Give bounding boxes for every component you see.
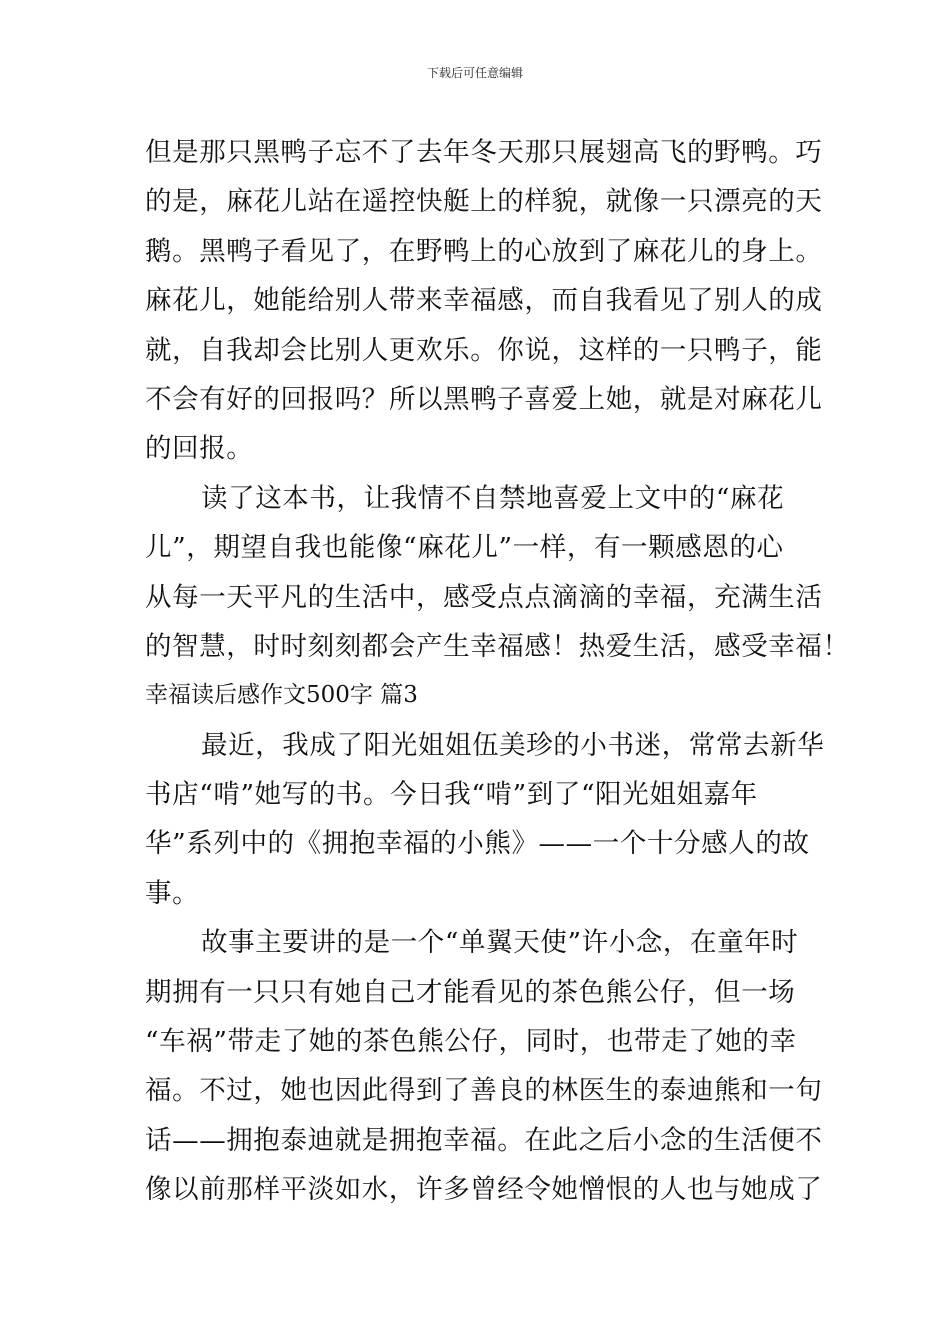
paragraph-first-line: 读了这本书，让我情不自禁地喜爱上文中的“麻花	[201, 482, 785, 514]
section-heading: 幸福读后感作文500字 篇3	[145, 682, 418, 709]
text-line: 儿”，期望自我也能像“麻花儿”一样，有一颗感恩的心	[145, 532, 784, 564]
document-body	[145, 128, 850, 1215]
text-line: 麻花儿，她能给别人带来幸福感，而自我看见了别人的成	[145, 285, 823, 317]
paragraph-first-line: 最近，我成了阳光姐姐伍美珍的小书迷，常常去新华	[201, 729, 825, 761]
text-line: 华”系列中的《拥抱幸福的小熊》——一个十分感人的故	[145, 828, 810, 860]
text-line: 话——拥抱泰迪就是拥抱幸福。在此之后小念的生活便不	[145, 1124, 823, 1156]
text-line: 像以前那样平淡如水，许多曾经令她憎恨的人也与她成了	[145, 1174, 823, 1206]
text-line: 鹅。黑鸭子看见了，在野鸭上的心放到了麻花儿的身上。	[145, 235, 823, 267]
text-line: 的回报。	[145, 433, 254, 465]
text-line: 书店“啃”她写的书。今日我“啃”到了“阳光姐姐嘉年	[145, 779, 758, 811]
paragraph-first-line: 故事主要讲的是一个“单翼天使”许小念，在童年时	[201, 927, 799, 959]
text-line: 期拥有一只只有她自己才能看见的茶色熊公仔，但一场	[145, 976, 796, 1008]
text-line: 不会有好的回报吗？所以黑鸭子喜爱上她，就是对麻花儿	[145, 383, 823, 415]
text-line: 但是那只黑鸭子忘不了去年冬天那只展翅高飞的野鸭。巧	[145, 137, 823, 168]
text-line: 事。	[145, 877, 200, 909]
page-header: 下载后可任意编辑	[426, 66, 523, 80]
text-line: “车祸”带走了她的茶色熊公仔，同时，也带走了她的幸	[145, 1026, 797, 1058]
text-line: 从每一天平凡的生活中，感受点点滴滴的幸福，充满生活	[145, 581, 823, 613]
text-line: 的智慧，时时刻刻都会产生幸福感！热爱生活，感受幸福！	[145, 630, 850, 662]
text-line: 的是，麻花儿站在遥控快艇上的样貌，就像一只漂亮的天	[145, 186, 823, 218]
text-line: 福。不过，她也因此得到了善良的林医生的泰迪熊和一句	[145, 1075, 823, 1107]
text-line: 就，自我却会比别人更欢乐。你说，这样的一只鸭子，能	[145, 334, 823, 366]
